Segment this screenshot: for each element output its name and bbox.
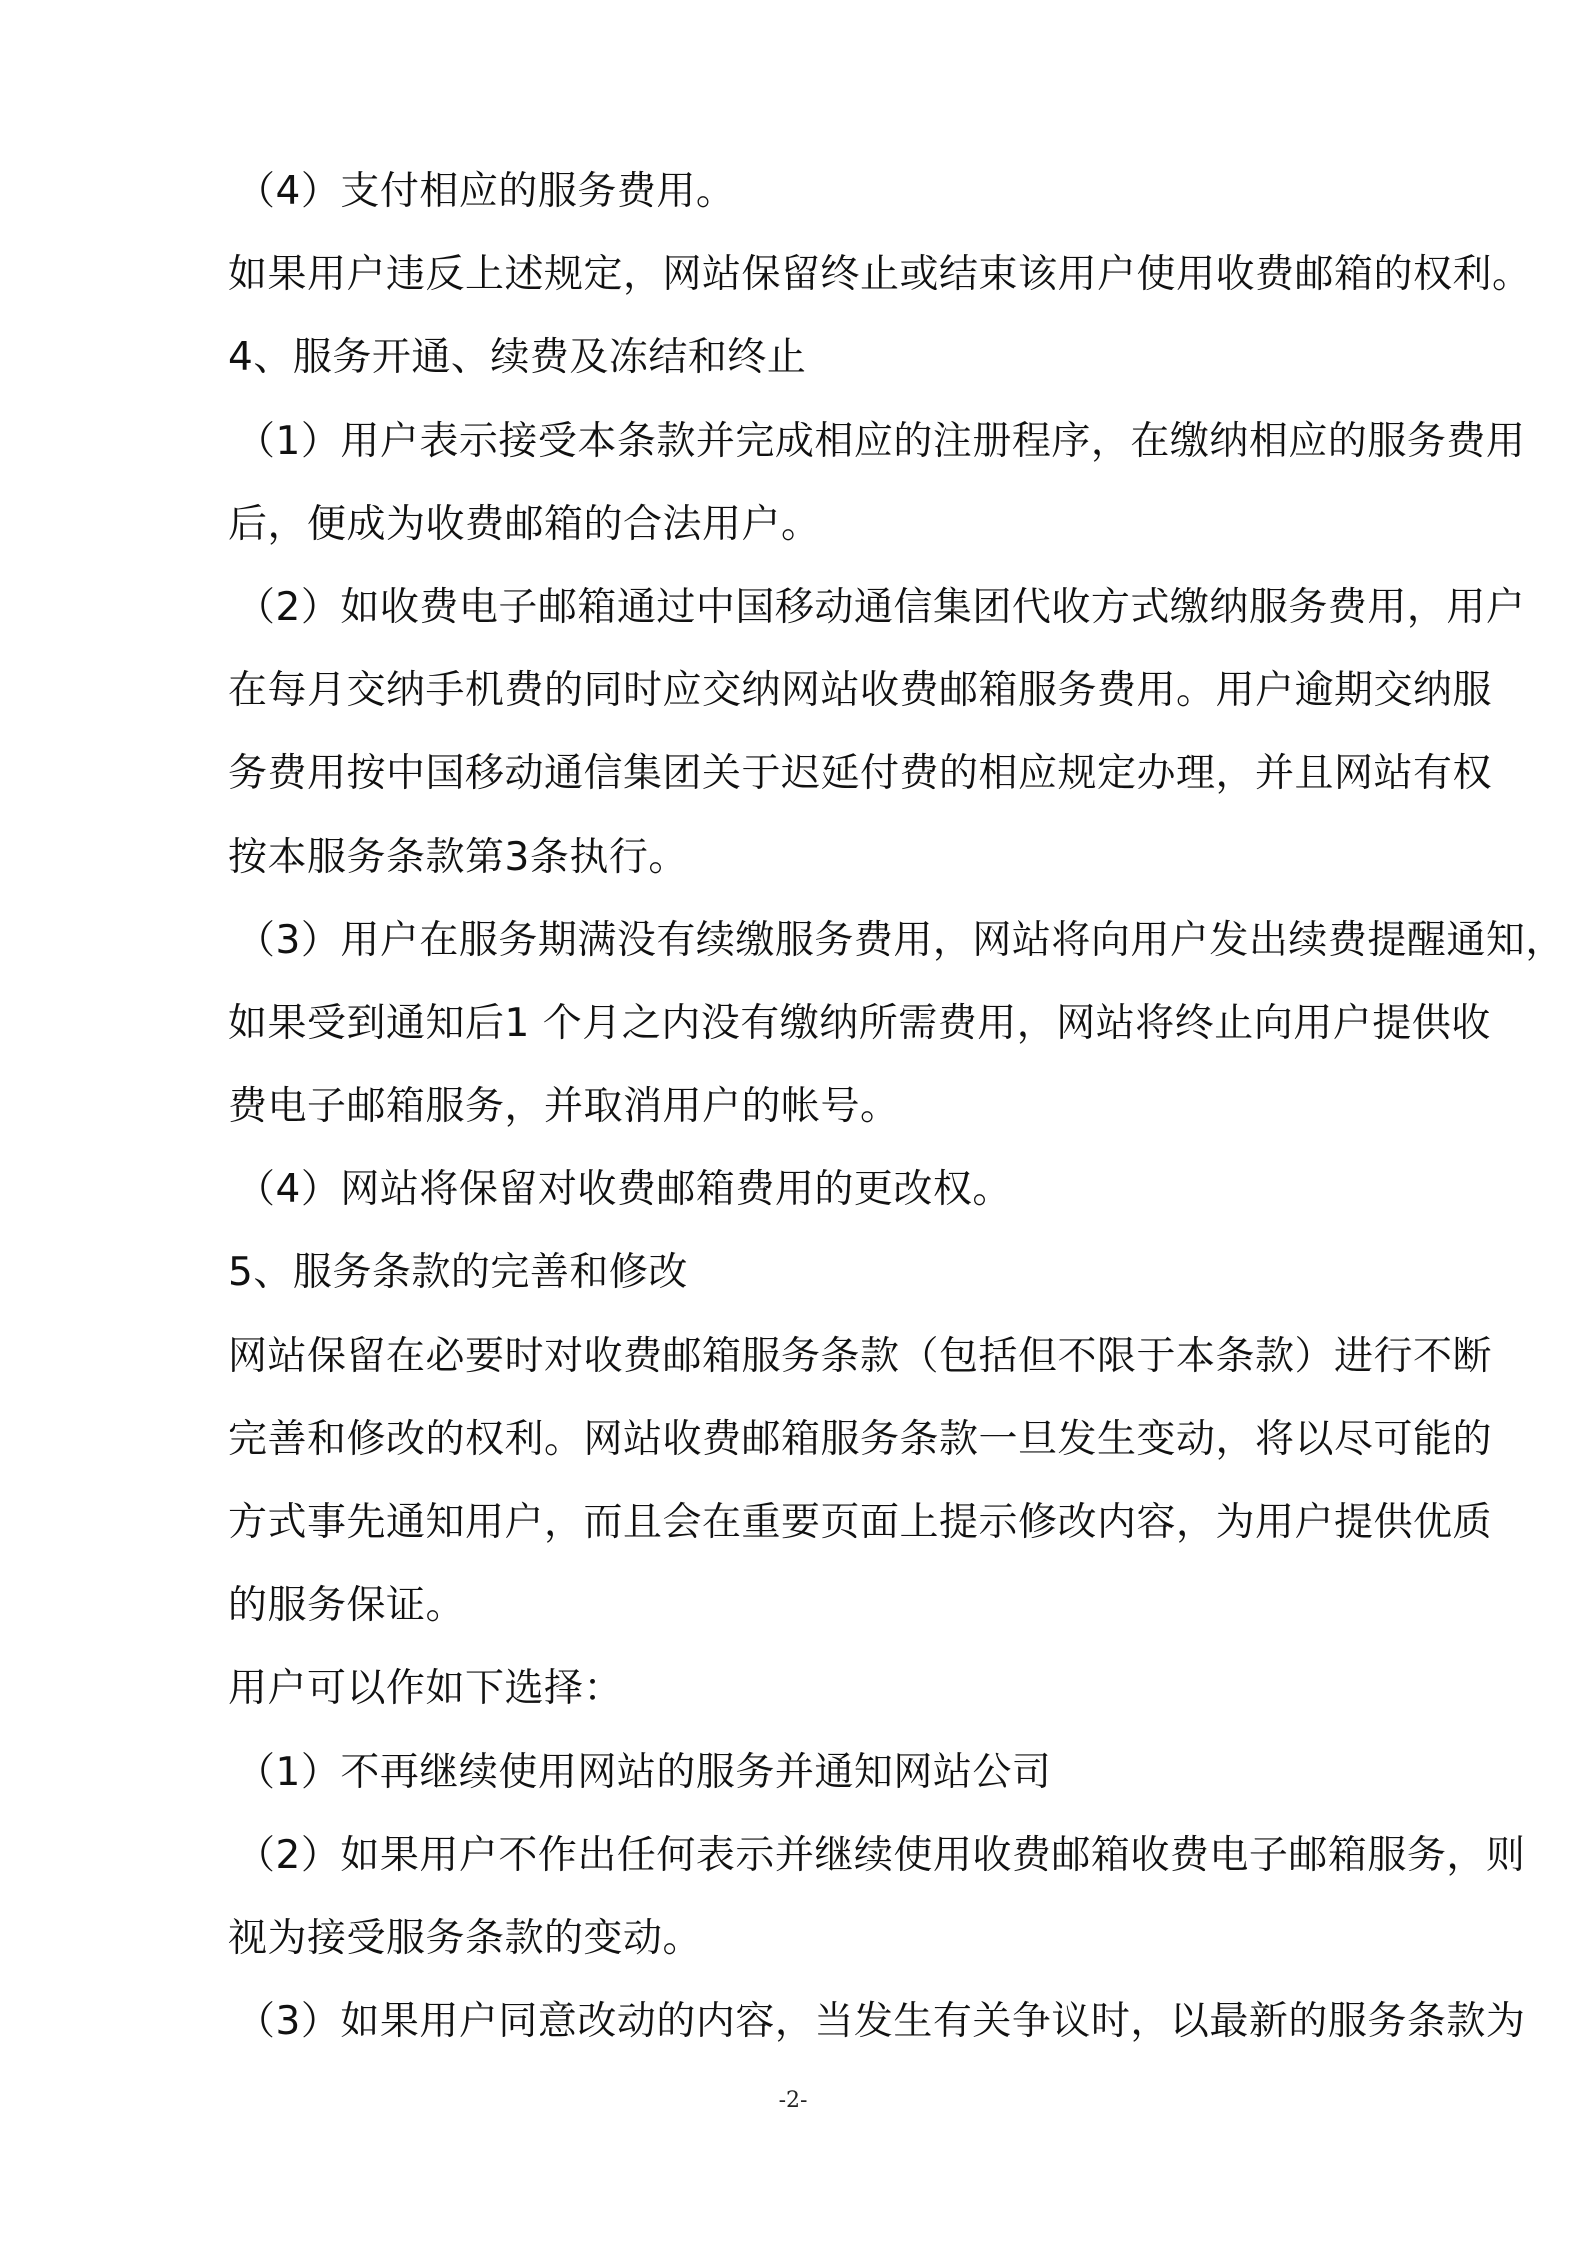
user-options-heading: 用户可以作如下选择： (228, 1666, 624, 1712)
clause-4-3-line-3: 费电子邮箱服务，并取消用户的帐号。 (228, 1084, 900, 1130)
clause-4-1-line-2: 后，便成为收费邮箱的合法用户。 (228, 501, 821, 547)
page-number: -2- (778, 2088, 808, 2113)
clause-4-2-line-3: 务费用按中国移动通信集团关于迟延付费的相应规定办理，并且网站有权 (228, 751, 1493, 797)
section-5-paragraph-line-1: 网站保留在必要时对收费邮箱服务条款（包括但不限于本条款）进行不断 (228, 1333, 1493, 1379)
clause-4-4: （4）支付相应的服务费用。 (236, 169, 736, 214)
clause-4-3-line-2: 如果受到通知后1 个月之内没有缴纳所需费用，网站将终止向用户提供收 (228, 1000, 1491, 1046)
user-option-3-line-1: （3）如果用户同意改动的内容，当发生有关争议时，以最新的服务条款为 (236, 1999, 1526, 2045)
clause-4-3-line-1: （3）用户在服务期满没有续缴服务费用，网站将向用户发出续费提醒通知， (236, 917, 1565, 963)
section-5-paragraph-line-2: 完善和修改的权利。网站收费邮箱服务条款一旦发生变动，将以尽可能的 (228, 1416, 1493, 1462)
user-option-2-line-1: （2）如果用户不作出任何表示并继续使用收费邮箱收费电子邮箱服务，则 (236, 1832, 1526, 1878)
user-option-2-line-2: 视为接受服务条款的变动。 (228, 1915, 703, 1961)
section-heading-4: 4、服务开通、续费及冻结和终止 (228, 335, 807, 381)
clause-4-2-line-4: 按本服务条款第3条执行。 (228, 834, 688, 880)
clause-4-4-fee-change: （4）网站将保留对收费邮箱费用的更改权。 (236, 1167, 1012, 1213)
document-body (228, 150, 1565, 2063)
section-5-paragraph-line-4: 的服务保证。 (228, 1583, 466, 1629)
clause-4-2-line-2: 在每月交纳手机费的同时应交纳网站收费邮箱服务费用。用户逾期交纳服 (228, 668, 1493, 714)
clause-4-2-line-1: （2）如收费电子邮箱通过中国移动通信集团代收方式缴纳服务费用，用户 (236, 584, 1526, 630)
violation-note: 如果用户违反上述规定，网站保留终止或结束该用户使用收费邮箱的权利。 (228, 252, 1532, 298)
section-heading-5: 5、服务条款的完善和修改 (228, 1250, 688, 1296)
user-option-1: （1）不再继续使用网站的服务并通知网站公司 (236, 1749, 1052, 1795)
clause-4-1-line-1: （1）用户表示接受本条款并完成相应的注册程序，在缴纳相应的服务费用 (236, 418, 1526, 464)
section-5-paragraph-line-3: 方式事先通知用户，而且会在重要页面上提示修改内容，为用户提供优质 (228, 1500, 1493, 1545)
